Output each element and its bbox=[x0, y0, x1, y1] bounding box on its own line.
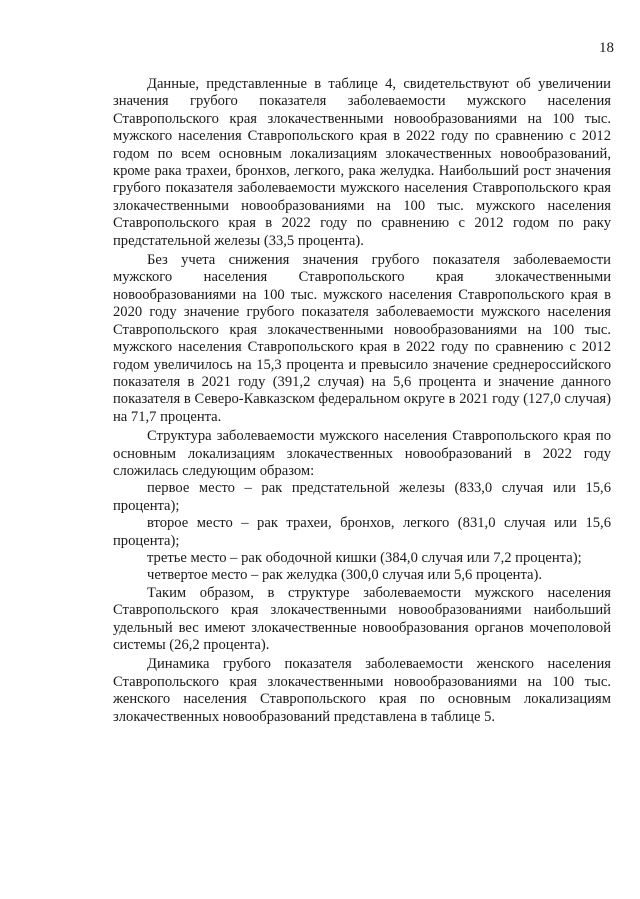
paragraph-table4-summary: Данные, представленные в таблице 4, свидетельствуют об увеличении значения грубого показателя заболеваемости мужского населения Ставропольского края злокачественными новообразованиями на 100 тыс. мужского населения Ставропольского края в 2022 году по сравнению с 2012 годом по всем основным локализациям злокачественных новообразований, кроме рака трахеи, бронхов, легкого, рака желудка. Наибольший рост значения грубого показателя заболеваемости мужского населения Ставропольского края злокачественными новообразованиями на 100 тыс. мужского населения Ставропольского края в 2022 году по сравнению с 2012 годом по раку предстательной железы (33,5 процента). bbox=[113, 76, 611, 249]
paragraph-structure-intro: Структура заболеваемости мужского населения Ставропольского края по основным локализациям злокачественных новообразований в 2022 году сложилась следующим образом: bbox=[113, 428, 611, 479]
paragraph-conclusion: Таким образом, в структуре заболеваемости мужского населения Ставропольского края злокачественными новообразованиями наибольший удельный вес имеют злокачественные новообразования органов мочеполовой системы (26,2 процента). bbox=[113, 584, 611, 653]
list-item-second-place: второе место – рак трахеи, бронхов, легкого (831,0 случая или 15,6 процента); bbox=[113, 515, 611, 549]
list-item-fourth-place: четвертое место – рак желудка (300,0 случая или 5,6 процента). bbox=[147, 567, 543, 584]
list-item-third-place: третье место – рак ободочной кишки (384,0 случая или 7,2 процента); bbox=[147, 549, 582, 566]
document-body bbox=[113, 76, 611, 726]
list-item-first-place: первое место – рак предстательной железы (833,0 случая или 15,6 процента); bbox=[113, 480, 611, 514]
page-number: 18 bbox=[599, 40, 614, 56]
paragraph-table5-intro: Динамика грубого показателя заболеваемости женского населения Ставропольского края злокачественными новообразованиями на 100 тыс. женского населения Ставропольского края по основным локализациям злокачественных новообразований представлена в таблице 5. bbox=[113, 656, 611, 725]
paragraph-growth-comparison: Без учета снижения значения грубого показателя заболеваемости мужского населения Ставропольского края злокачественными новообразованиями на 100 тыс. мужского населения Ставропольского края в 2020 году значение грубого показателя заболеваемости мужского населения Ставропольского края злокачественными новообразованиями на 100 тыс. мужского населения Ставропольского края в 2022 году по сравнению с 2012 годом увеличилось на 15,3 процента и превысило значение среднероссийского показателя в 2021 году (391,2 случая) на 5,6 процента и значение данного показателя в Северо-Кавказском федеральном округе в 2021 году (127,0 случая) на 71,7 процента. bbox=[113, 252, 611, 425]
